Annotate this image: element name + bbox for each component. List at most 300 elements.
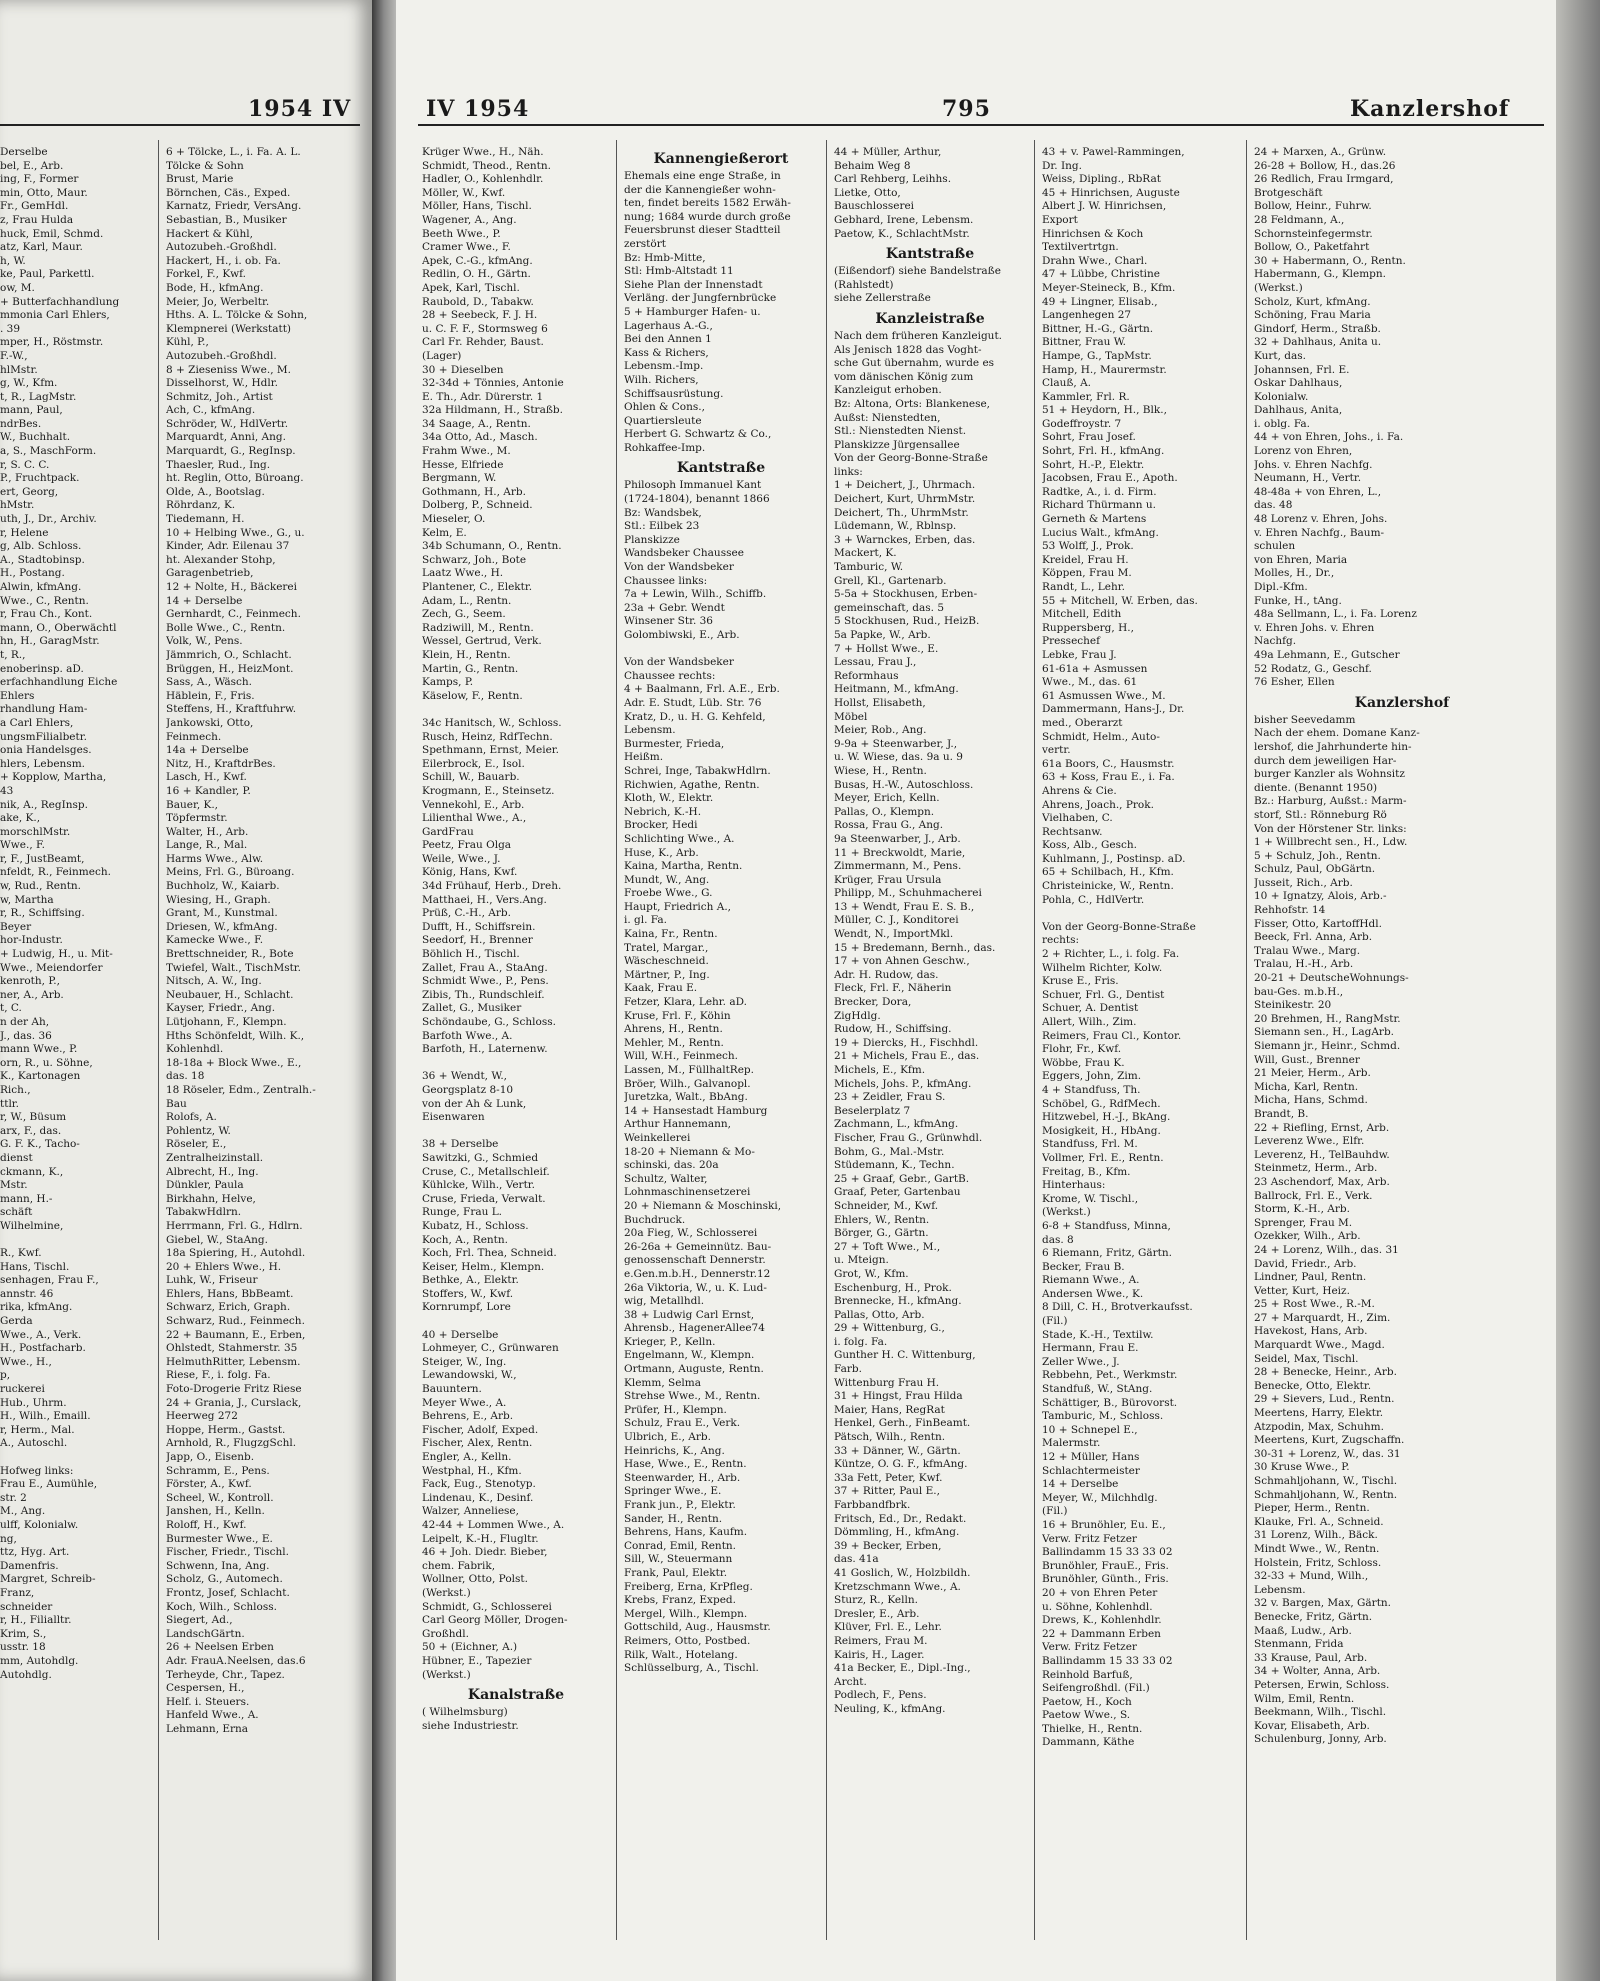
directory-entry: + Ludwig, H., u. Mit- <box>0 948 113 961</box>
directory-entry: Sill, W., Steuermann <box>624 1553 733 1566</box>
left-column-2 <box>166 146 366 1736</box>
directory-entry: (Lager) <box>422 349 462 362</box>
directory-entry: Flohr, Fr., Kwf. <box>1042 1043 1122 1056</box>
directory-entry: 29 + Sievers, Lud., Rentn. <box>1254 1393 1395 1406</box>
directory-entry: Planskizze Jürgensallee <box>834 438 960 451</box>
directory-entry: Schmidt, Theod., Rentn. <box>422 159 552 172</box>
directory-entry: Schröder, W., HdlVertr. <box>166 417 289 430</box>
directory-entry: Wwe., H., <box>0 1355 52 1368</box>
directory-entry: Schlachtermeister <box>1042 1464 1140 1477</box>
directory-entry: Pohla, C., HdlVertr. <box>1042 893 1145 906</box>
directory-entry: Fischer, Adolf, Exped. <box>422 1423 539 1436</box>
directory-entry: orn, R., u. Söhne, <box>0 1056 93 1069</box>
left-column-divider <box>158 140 159 1940</box>
directory-entry: Bode, H., kfmAng. <box>166 281 264 294</box>
directory-entry: Ohlstedt, Stahmerstr. 35 <box>166 1342 298 1355</box>
directory-entry: ake, K., <box>0 812 41 825</box>
directory-entry: Eggers, John, Zim. <box>1042 1070 1142 1083</box>
right-column-5 <box>1254 146 1550 1747</box>
directory-entry: Malermstr. <box>1042 1437 1101 1450</box>
directory-entry: Stl.: Eilbek 23 <box>624 520 700 533</box>
directory-entry: Cespersen, H., <box>166 1682 245 1695</box>
directory-entry: Petersen, Erwin, Schloss. <box>1254 1678 1390 1691</box>
directory-entry: hlers, Lebensm. <box>0 757 85 770</box>
directory-entry: Wäscheschneid. <box>624 955 709 968</box>
directory-entry: ulff, Kolonialw. <box>0 1518 79 1531</box>
directory-entry: i. gl. Fa. <box>624 914 667 927</box>
directory-entry: H., Postfacharb. <box>0 1342 86 1355</box>
directory-entry: rhandlung Ham- <box>0 703 88 716</box>
directory-entry: bel, E., Arb. <box>0 159 64 172</box>
directory-entry: Henkel, Gerh., FinBeamt. <box>834 1417 971 1430</box>
directory-entry: Michels, Johs. P., kfmAng. <box>834 1077 972 1090</box>
directory-entry: Klempnerei (Werkstatt) <box>166 322 292 335</box>
directory-entry: Mackert, K. <box>834 547 897 560</box>
directory-entry: Nitz, H., KraftdrBes. <box>166 757 276 770</box>
directory-entry: Brust, Marie <box>166 173 234 186</box>
directory-entry: ing, F., Former <box>0 173 79 186</box>
directory-entry: 18a Spiering, H., Autohdl. <box>166 1247 306 1260</box>
directory-entry: Lindner, Paul, Rentn. <box>1254 1271 1367 1284</box>
directory-entry: (Werkst.) <box>422 1586 471 1599</box>
directory-entry: z, Frau Hulda <box>0 213 74 226</box>
directory-entry: 26 Redlich, Frau Irmgard, <box>1254 173 1394 186</box>
directory-entry: 15 + Bredemann, Bernh., das. <box>834 941 996 954</box>
directory-entry: F.-W., <box>0 349 28 362</box>
directory-entry: Schwarz, Erich, Graph. <box>166 1301 291 1314</box>
directory-entry: Adr. H. Rudow, das. <box>834 968 939 981</box>
directory-entry: Verläng. der Jungfernbrücke <box>624 292 777 305</box>
directory-entry: Twiefel, Walt., TischMstr. <box>166 961 302 974</box>
directory-entry: huck, Emil, Schmd. <box>0 227 104 240</box>
directory-entry: Weiss, Dipling., RbRat <box>1042 173 1161 186</box>
directory-entry: Kaak, Frau E. <box>624 982 698 995</box>
directory-entry: Reinhold Barfuß, <box>1042 1668 1133 1681</box>
directory-entry: 1 + Deichert, J., Uhrmach. <box>834 479 976 492</box>
directory-entry: Georgsplatz 8-10 <box>422 1083 514 1096</box>
right-running-head-left: IV 1954 <box>426 96 530 122</box>
right-column-divider-4 <box>1246 140 1247 1940</box>
directory-entry: Bethke, A., Elektr. <box>422 1274 519 1287</box>
directory-entry: Hans, Tischl. <box>0 1260 70 1273</box>
directory-entry: Schulenburg, Jonny, Arb. <box>1254 1733 1387 1746</box>
directory-entry: 5 + Schulz, Joh., Rentn. <box>1254 849 1381 862</box>
directory-entry: Plantener, C., Elektr. <box>422 581 533 593</box>
directory-entry: Barfoth Wwe., A. <box>422 1029 513 1042</box>
directory-entry: Rehhofstr. 14 <box>1254 904 1326 917</box>
directory-entry: 27 + Marquardt, H., Zim. <box>1254 1311 1391 1324</box>
directory-entry: Farb. <box>834 1363 862 1376</box>
directory-entry: Gindorf, Herm., Straßb. <box>1254 322 1381 335</box>
directory-entry: Frontz, Josef, Schlacht. <box>166 1586 290 1599</box>
directory-entry: r, H., Filialltr. <box>0 1614 72 1627</box>
directory-entry: Ballindamm 15 33 33 02 <box>1042 1654 1173 1667</box>
directory-entry: 7 + Hollst Wwe., E. <box>834 642 939 655</box>
directory-entry: 14 + Derselbe <box>1042 1478 1119 1491</box>
directory-entry: Zachmann, L., kfmAng. <box>834 1118 959 1131</box>
directory-entry: Forkel, F., Kwf. <box>166 268 247 281</box>
directory-entry: G. F. K., Tacho- <box>0 1138 80 1151</box>
directory-entry: Paetow, K., SchlachtMstr. <box>834 227 970 240</box>
right-column-4 <box>1042 146 1238 1750</box>
directory-entry: Kamps, P. <box>422 676 474 689</box>
directory-entry: Habermann, G., Klempn. <box>1254 268 1387 281</box>
directory-entry: 49a Lehmann, E., Gutscher <box>1254 648 1400 661</box>
directory-entry: Graaf, Peter, Gartenbau <box>834 1186 961 1199</box>
directory-entry: Lewandowski, W., <box>422 1369 517 1382</box>
directory-entry: 24 + Lorenz, Wilh., das. 31 <box>1254 1243 1399 1256</box>
directory-entry: Adr. FrauA.Neelsen, das.6 <box>166 1654 306 1667</box>
directory-entry: Springer Wwe., E. <box>624 1485 722 1498</box>
directory-entry: Dünkler, Paula <box>166 1179 244 1192</box>
directory-entry: Bittner, Frau W. <box>1042 336 1126 349</box>
directory-entry: Hackert, H., i. ob. Fa. <box>166 254 281 267</box>
directory-entry: Kretzschmann Wwe., A. <box>834 1580 961 1593</box>
directory-entry: 5 + Hamburger Hafen- u. <box>624 305 761 318</box>
directory-entry: 4 + Standfuss, Th. <box>1042 1083 1141 1096</box>
directory-entry: 48 Lorenz v. Ehren, Johs. <box>1254 513 1388 526</box>
directory-entry: Tralau Wwe., Marg. <box>1254 944 1361 957</box>
directory-entry: vom dänischen König zum <box>834 370 974 383</box>
directory-entry: wig, Metallhdl. <box>624 1295 705 1308</box>
directory-entry: ten, findet bereits 1582 Erwäh- <box>624 197 791 210</box>
directory-entry: Dammann, Käthe <box>1042 1736 1135 1749</box>
directory-entry: 14a + Derselbe <box>166 744 249 757</box>
directory-entry: 33a Fett, Peter, Kwf. <box>834 1471 943 1484</box>
directory-entry: Wwe., A., Verk. <box>0 1328 82 1341</box>
directory-entry: Foto-Drogerie Fritz Riese <box>166 1383 302 1396</box>
directory-entry: 12 + Nolte, H., Bäckerei <box>166 581 298 593</box>
directory-entry: Steenwarder, H., Arb. <box>624 1471 741 1484</box>
directory-entry: Hinrichsen & Koch <box>1042 227 1144 240</box>
directory-entry: burger Kanzler als Wohnsitz <box>1254 768 1405 781</box>
directory-entry: Wendt, N., ImportMkl. <box>834 928 954 941</box>
left-running-head: 1954 IV <box>248 96 352 122</box>
directory-entry: Grot, W., Kfm. <box>834 1267 909 1280</box>
directory-entry: Feinmech. <box>166 730 222 743</box>
directory-entry: 44 + Müller, Arthur, <box>834 146 942 158</box>
directory-entry: Ahrens & Cie. <box>1042 784 1117 797</box>
directory-entry: Randt, L., Lehr. <box>1042 581 1125 593</box>
directory-entry: Ehlers <box>0 689 35 702</box>
directory-entry: w, Martha <box>0 893 54 906</box>
directory-entry: h, W. <box>0 254 26 267</box>
directory-entry: Planskizze <box>624 533 680 546</box>
directory-entry: 25 + Rost Wwe., R.-M. <box>1254 1298 1375 1311</box>
directory-entry: mm, Autohdlg. <box>0 1654 79 1667</box>
directory-entry: Frank, Paul, Elektr. <box>624 1566 728 1579</box>
right-column-2 <box>624 146 818 1676</box>
directory-entry: 34 Saage, A., Rentn. <box>422 417 531 430</box>
directory-entry: Brüggen, H., HeizMont. <box>166 662 294 675</box>
directory-entry: Frank jun., P., Elektr. <box>624 1499 736 1511</box>
directory-entry: H., Postang. <box>0 567 65 580</box>
directory-entry: mann, H.- <box>0 1192 53 1205</box>
directory-entry: Köppen, Frau M. <box>1042 567 1132 580</box>
directory-entry: Tamburic, M., Schloss. <box>1042 1410 1164 1423</box>
directory-entry: 47 + Lübbe, Christine <box>1042 268 1161 281</box>
directory-entry: Sander, H., Rentn. <box>624 1512 723 1525</box>
street-heading: Kanalstraße <box>467 1687 565 1704</box>
directory-entry: 27 + Toft Wwe., M., <box>834 1240 941 1253</box>
directory-entry: Lorenz von Ehren, <box>1254 445 1353 458</box>
directory-entry: Bz: Wandsbek, <box>624 506 702 519</box>
directory-entry: Meyer, Erich, Kelln. <box>834 792 940 805</box>
directory-entry: Marquardt Wwe., Magd. <box>1254 1339 1385 1352</box>
directory-entry: Reimers, Frau M. <box>834 1634 928 1647</box>
directory-entry: Dresler, E., Arb. <box>834 1607 920 1620</box>
directory-entry: p, <box>0 1369 11 1382</box>
directory-entry: + Kopplow, Martha, <box>0 771 107 784</box>
directory-entry: J., das. 36 <box>0 1029 52 1042</box>
directory-entry: Klein, H., Rentn. <box>422 648 511 661</box>
directory-entry: hMstr. <box>0 499 35 512</box>
directory-entry: ht. Reglin, Otto, Büroang. <box>166 472 304 485</box>
directory-entry: sche Gut übernahm, wurde es <box>834 357 995 370</box>
directory-entry: Krim, S., <box>0 1627 47 1640</box>
directory-entry: Langenhegen 27 <box>1042 309 1132 322</box>
directory-entry: Kühlcke, Wilh., Vertr. <box>422 1179 536 1192</box>
directory-entry: 30-31 + Lorenz, W., das. 31 <box>1254 1447 1401 1460</box>
directory-entry: Zeller Wwe., J. <box>1042 1355 1120 1368</box>
directory-entry: 43 <box>0 784 14 797</box>
directory-entry: Apek, C.-G., kfmAng. <box>422 254 533 267</box>
directory-entry: hlMstr. <box>0 363 38 376</box>
directory-entry: Schill, W., Bauarb. <box>422 771 520 784</box>
street-heading: Kannengießerort <box>653 151 789 167</box>
directory-entry: Meyer-Steineck, B., Kfm. <box>1042 281 1176 294</box>
directory-entry: Kubatz, H., Schloss. <box>422 1219 529 1232</box>
directory-entry: Heerweg 272 <box>166 1410 238 1423</box>
directory-entry: Sawitzki, G., Schmied <box>422 1151 539 1164</box>
directory-entry: Kruse, Frl. F., Köhin <box>624 1009 731 1022</box>
directory-entry: Heißm. <box>624 751 664 764</box>
directory-entry: Krüger Wwe., H., Näh. <box>422 146 544 158</box>
directory-entry: 30 + Dieselben <box>422 363 504 376</box>
directory-entry: Storm, K.-H., Arb. <box>1254 1203 1350 1216</box>
directory-entry: Kaina, Martha, Rentn. <box>624 860 743 873</box>
directory-entry: Lucius Walt., kfmAng. <box>1042 526 1159 539</box>
directory-entry: Küntze, O. G. F., kfmAng. <box>834 1458 968 1471</box>
directory-entry: der die Kannengießer wohn- <box>624 183 776 196</box>
directory-entry: Becker, Frau B. <box>1042 1260 1125 1273</box>
directory-entry: 49 + Lingner, Elisab., <box>1042 295 1158 308</box>
directory-entry: 18 Röseler, Edm., Zentralh.- <box>166 1083 316 1096</box>
directory-entry: n der Ah, <box>0 1016 50 1028</box>
directory-entry: Allert, Wilh., Zim. <box>1042 1016 1137 1028</box>
directory-entry: Keiser, Helm., Klempn. <box>422 1260 545 1273</box>
directory-entry: Kinder, Adr. Eilenau 37 <box>166 540 290 553</box>
directory-entry: 30 + Habermann, O., Rentn. <box>1254 254 1406 267</box>
directory-entry: Lindenau, K., Desinf. <box>422 1491 534 1504</box>
directory-entry: lershof, die Jahrhunderte hin- <box>1254 740 1412 753</box>
directory-entry: Sohrt, Frl. H., kfmAng. <box>1042 445 1165 458</box>
directory-entry: 34d Frühauf, Herb., Dreh. <box>422 880 562 893</box>
directory-entry: E. Th., Adr. Dürerstr. 1 <box>422 390 544 403</box>
directory-entry: Oskar Dahlhaus, <box>1254 377 1343 390</box>
directory-entry: mann Wwe., P. <box>0 1043 78 1056</box>
directory-entry: A., Autoschl. <box>0 1437 68 1450</box>
directory-entry: ZigHdlg. <box>834 1009 881 1022</box>
directory-entry: Roloff, H., Kwf. <box>166 1518 247 1531</box>
directory-entry: 16 + Brunöhler, Eu. E., <box>1042 1518 1166 1531</box>
directory-entry: Tratel, Margar., <box>624 941 709 954</box>
directory-entry: Paetow, H., Koch <box>1042 1695 1132 1708</box>
directory-entry: Lasch, H., Kwf. <box>166 771 247 784</box>
directory-entry: Philosoph Immanuel Kant <box>624 479 762 492</box>
directory-entry: Jämmrich, O., Schlacht. <box>166 648 292 661</box>
directory-entry: Wilh. Richers, <box>624 373 699 386</box>
directory-entry: Ohlen & Cons., <box>624 401 705 414</box>
directory-entry: vertr. <box>1042 744 1071 757</box>
directory-entry: 9a Steenwarber, J., Arb. <box>834 832 961 845</box>
directory-entry: Rossa, Frau G., Ang. <box>834 819 944 832</box>
directory-entry: 12 + Müller, Hans <box>1042 1451 1140 1463</box>
directory-entry: (Rahlstedt) <box>834 278 894 291</box>
directory-entry: Ruppersberg, H., <box>1042 621 1134 634</box>
directory-entry: Beekmann, Wilh., Tischl. <box>1254 1706 1387 1719</box>
directory-entry: 23a + Gebr. Wendt <box>624 601 725 614</box>
directory-entry: 6 Riemann, Fritz, Gärtn. <box>1042 1247 1172 1260</box>
directory-entry: Stl: Hmb-Altstadt 11 <box>624 265 734 278</box>
directory-entry: Nitsch, A. W., Ing. <box>166 975 262 988</box>
directory-entry: Runge, Frau L. <box>422 1206 503 1219</box>
directory-entry: Sebastian, B., Musiker <box>166 213 287 226</box>
directory-entry: schneider <box>0 1600 53 1613</box>
directory-entry: 7a + Lewin, Wilh., Schiffb. <box>624 588 767 601</box>
directory-entry: Wwe., C., Rentn. <box>0 594 89 607</box>
directory-entry: 36 + Wendt, W., <box>422 1070 507 1083</box>
directory-entry: Jacobsen, Frau E., Apoth. <box>1042 472 1178 485</box>
directory-entry: str. 2 <box>0 1491 27 1504</box>
directory-entry: nung; 1684 wurde durch große <box>624 210 791 223</box>
directory-entry: Hinterhaus: <box>1042 1179 1106 1192</box>
directory-entry: schulen <box>1254 540 1296 553</box>
directory-entry: Lütjohann, F., Klempn. <box>166 1016 287 1028</box>
directory-entry: Fisser, Otto, KartoffHdl. <box>1254 917 1382 930</box>
directory-entry: Pohlentz, W. <box>166 1124 231 1137</box>
directory-entry: onia Handelsges. <box>0 744 92 757</box>
directory-entry: atz, Karl, Maur. <box>0 241 83 254</box>
directory-entry: Hamp, H., Maurermstr. <box>1042 363 1167 376</box>
directory-entry: 16 + Kandler, P. <box>166 784 251 797</box>
directory-entry: 40 + Derselbe <box>422 1328 499 1341</box>
directory-entry: hor-Industr. <box>0 934 63 947</box>
directory-entry: Lebke, Frau J. <box>1042 648 1117 661</box>
directory-entry: 26a Viktoria, W., u. K. Lud- <box>624 1281 767 1294</box>
directory-entry: 26-28 + Bollow, H., das.26 <box>1254 159 1396 172</box>
directory-entry: Eilerbrock, E., Isol. <box>422 757 525 770</box>
directory-entry: Karnatz, Friedr, VersAng. <box>166 200 302 213</box>
directory-entry: 76 Esher, Ellen <box>1254 676 1335 689</box>
directory-entry: Disselhorst, W., Hdlr. <box>166 377 278 390</box>
directory-entry: Rebbehn, Pet., Werkmstr. <box>1042 1369 1178 1382</box>
directory-entry: Driesen, W., kfmAng. <box>166 920 278 933</box>
directory-entry: min, Otto, Maur. <box>0 186 88 199</box>
directory-entry: Prüß, C.-H., Arb. <box>422 907 511 920</box>
directory-entry: Krieger, P., Kelln. <box>624 1335 716 1348</box>
directory-entry: Kanzleigut erhoben. <box>834 384 942 397</box>
directory-entry: Chaussee links: <box>624 574 708 587</box>
directory-entry: Schmahljohann, W., Tischl. <box>1254 1475 1398 1487</box>
directory-entry: Böhlich H., Tischl. <box>422 948 520 961</box>
directory-entry: Grant, M., Kunstmal. <box>166 907 278 920</box>
directory-entry: Meyer, W., Milchhdlg. <box>1042 1491 1158 1504</box>
directory-entry: Börger, G., Gärtn. <box>834 1227 929 1240</box>
directory-entry: Kelm, E. <box>422 526 467 539</box>
directory-entry: 5a Papke, W., Arb. <box>834 629 931 641</box>
directory-entry: 3 + Warnckes, Erben, das. <box>834 533 976 546</box>
directory-entry: Bohm, G., Mal.-Mstr. <box>834 1145 945 1158</box>
directory-entry: Stüdemann, K., Techn. <box>834 1159 955 1172</box>
directory-entry: Pallas, O., Klempn. <box>834 805 935 818</box>
directory-entry: Lilienthal Wwe., A., <box>422 812 527 825</box>
directory-entry: Quartiersleute <box>624 414 702 427</box>
directory-entry: ( Wilhelmsburg) <box>422 1706 508 1719</box>
directory-entry: (Eißendorf) siehe Bandelstraße <box>834 265 1001 278</box>
directory-entry: 37 + Ritter, Paul E., <box>834 1485 940 1498</box>
directory-entry: Steffens, H., Kraftfuhrw. <box>166 703 297 716</box>
directory-entry: Herrmann, Frl. G., Hdlrn. <box>166 1219 303 1232</box>
directory-entry: + Butterfachhandlung <box>0 295 120 308</box>
directory-entry: 10 + Schnepel E., <box>1042 1423 1138 1436</box>
directory-entry: Dömmling, H., kfmAng. <box>834 1526 960 1539</box>
right-head-rule <box>418 124 1544 126</box>
directory-entry: 10 + Helbing Wwe., G., u. <box>166 526 305 539</box>
directory-entry: Gunther H. C. Wittenburg, <box>834 1349 976 1362</box>
directory-entry: Börnchen, Cäs., Exped. <box>166 186 291 199</box>
directory-entry: Außst: Nienstedten, <box>834 411 941 424</box>
directory-entry: Kloth, W., Elektr. <box>624 792 714 805</box>
directory-entry: Drahn Wwe., Charl. <box>1042 254 1148 267</box>
directory-entry: Froebe Wwe., G. <box>624 887 713 900</box>
directory-entry: Molles, H., Dr., <box>1254 567 1335 580</box>
directory-entry: ruckerei <box>0 1383 45 1396</box>
directory-entry: Steinikestr. 20 <box>1254 999 1332 1012</box>
directory-entry: Walzer, Anneliese, <box>422 1505 519 1518</box>
directory-entry: Schmahljohann, W., Rentn. <box>1254 1488 1398 1501</box>
directory-entry: Chaussee rechts: <box>624 669 716 682</box>
directory-entry: Verw. Fritz Fetzer <box>1042 1641 1137 1654</box>
directory-entry: Rechtsanw. <box>1042 825 1103 838</box>
directory-entry: mmonia Carl Ehlers, <box>0 309 110 322</box>
directory-entry: Rusch, Heinz, RdfTechn. <box>422 730 553 743</box>
directory-entry: Klüver, Frl. E., Lehr. <box>834 1621 942 1634</box>
directory-entry: (Werkst.) <box>422 1668 471 1681</box>
directory-entry: r, Helene <box>0 526 49 539</box>
directory-entry: Albert J. W. Hinrichsen, <box>1042 200 1167 213</box>
directory-entry: Krüger, Frau Ursula <box>834 873 942 886</box>
directory-entry: Beeck, Frl. Anna, Arb. <box>1254 931 1373 944</box>
directory-entry: 50 + (Eichner, A.) <box>422 1641 518 1654</box>
directory-entry: GardFrau <box>422 825 474 838</box>
directory-entry: 34b Schumann, O., Rentn. <box>422 540 562 553</box>
directory-entry: Eschenburg, H., Prok. <box>834 1281 952 1294</box>
directory-entry: Adam, L., Rentn. <box>422 594 512 607</box>
directory-entry: Seifengroßhdl. (Fil.) <box>1042 1682 1150 1695</box>
directory-entry: Schmidt, Helm., Auto- <box>1042 730 1160 743</box>
directory-entry: Gerda <box>0 1315 33 1328</box>
directory-entry: Vennekohl, E., Arb. <box>422 798 525 811</box>
directory-entry: uth, J., Dr., Archiv. <box>0 513 97 526</box>
directory-entry: 31 + Hingst, Frau Hilda <box>834 1390 963 1403</box>
directory-entry: Michels, E., Kfm. <box>834 1064 926 1076</box>
directory-entry: Janshen, H., Kelln. <box>166 1505 265 1518</box>
directory-entry: v. Ehren Nachfg., Baum- <box>1254 526 1385 539</box>
directory-entry: 41a Becker, E., Dipl.-Ing., <box>834 1662 971 1675</box>
street-heading: Kanzleistraße <box>875 310 985 327</box>
directory-entry: Dr. Ing. <box>1042 159 1082 172</box>
